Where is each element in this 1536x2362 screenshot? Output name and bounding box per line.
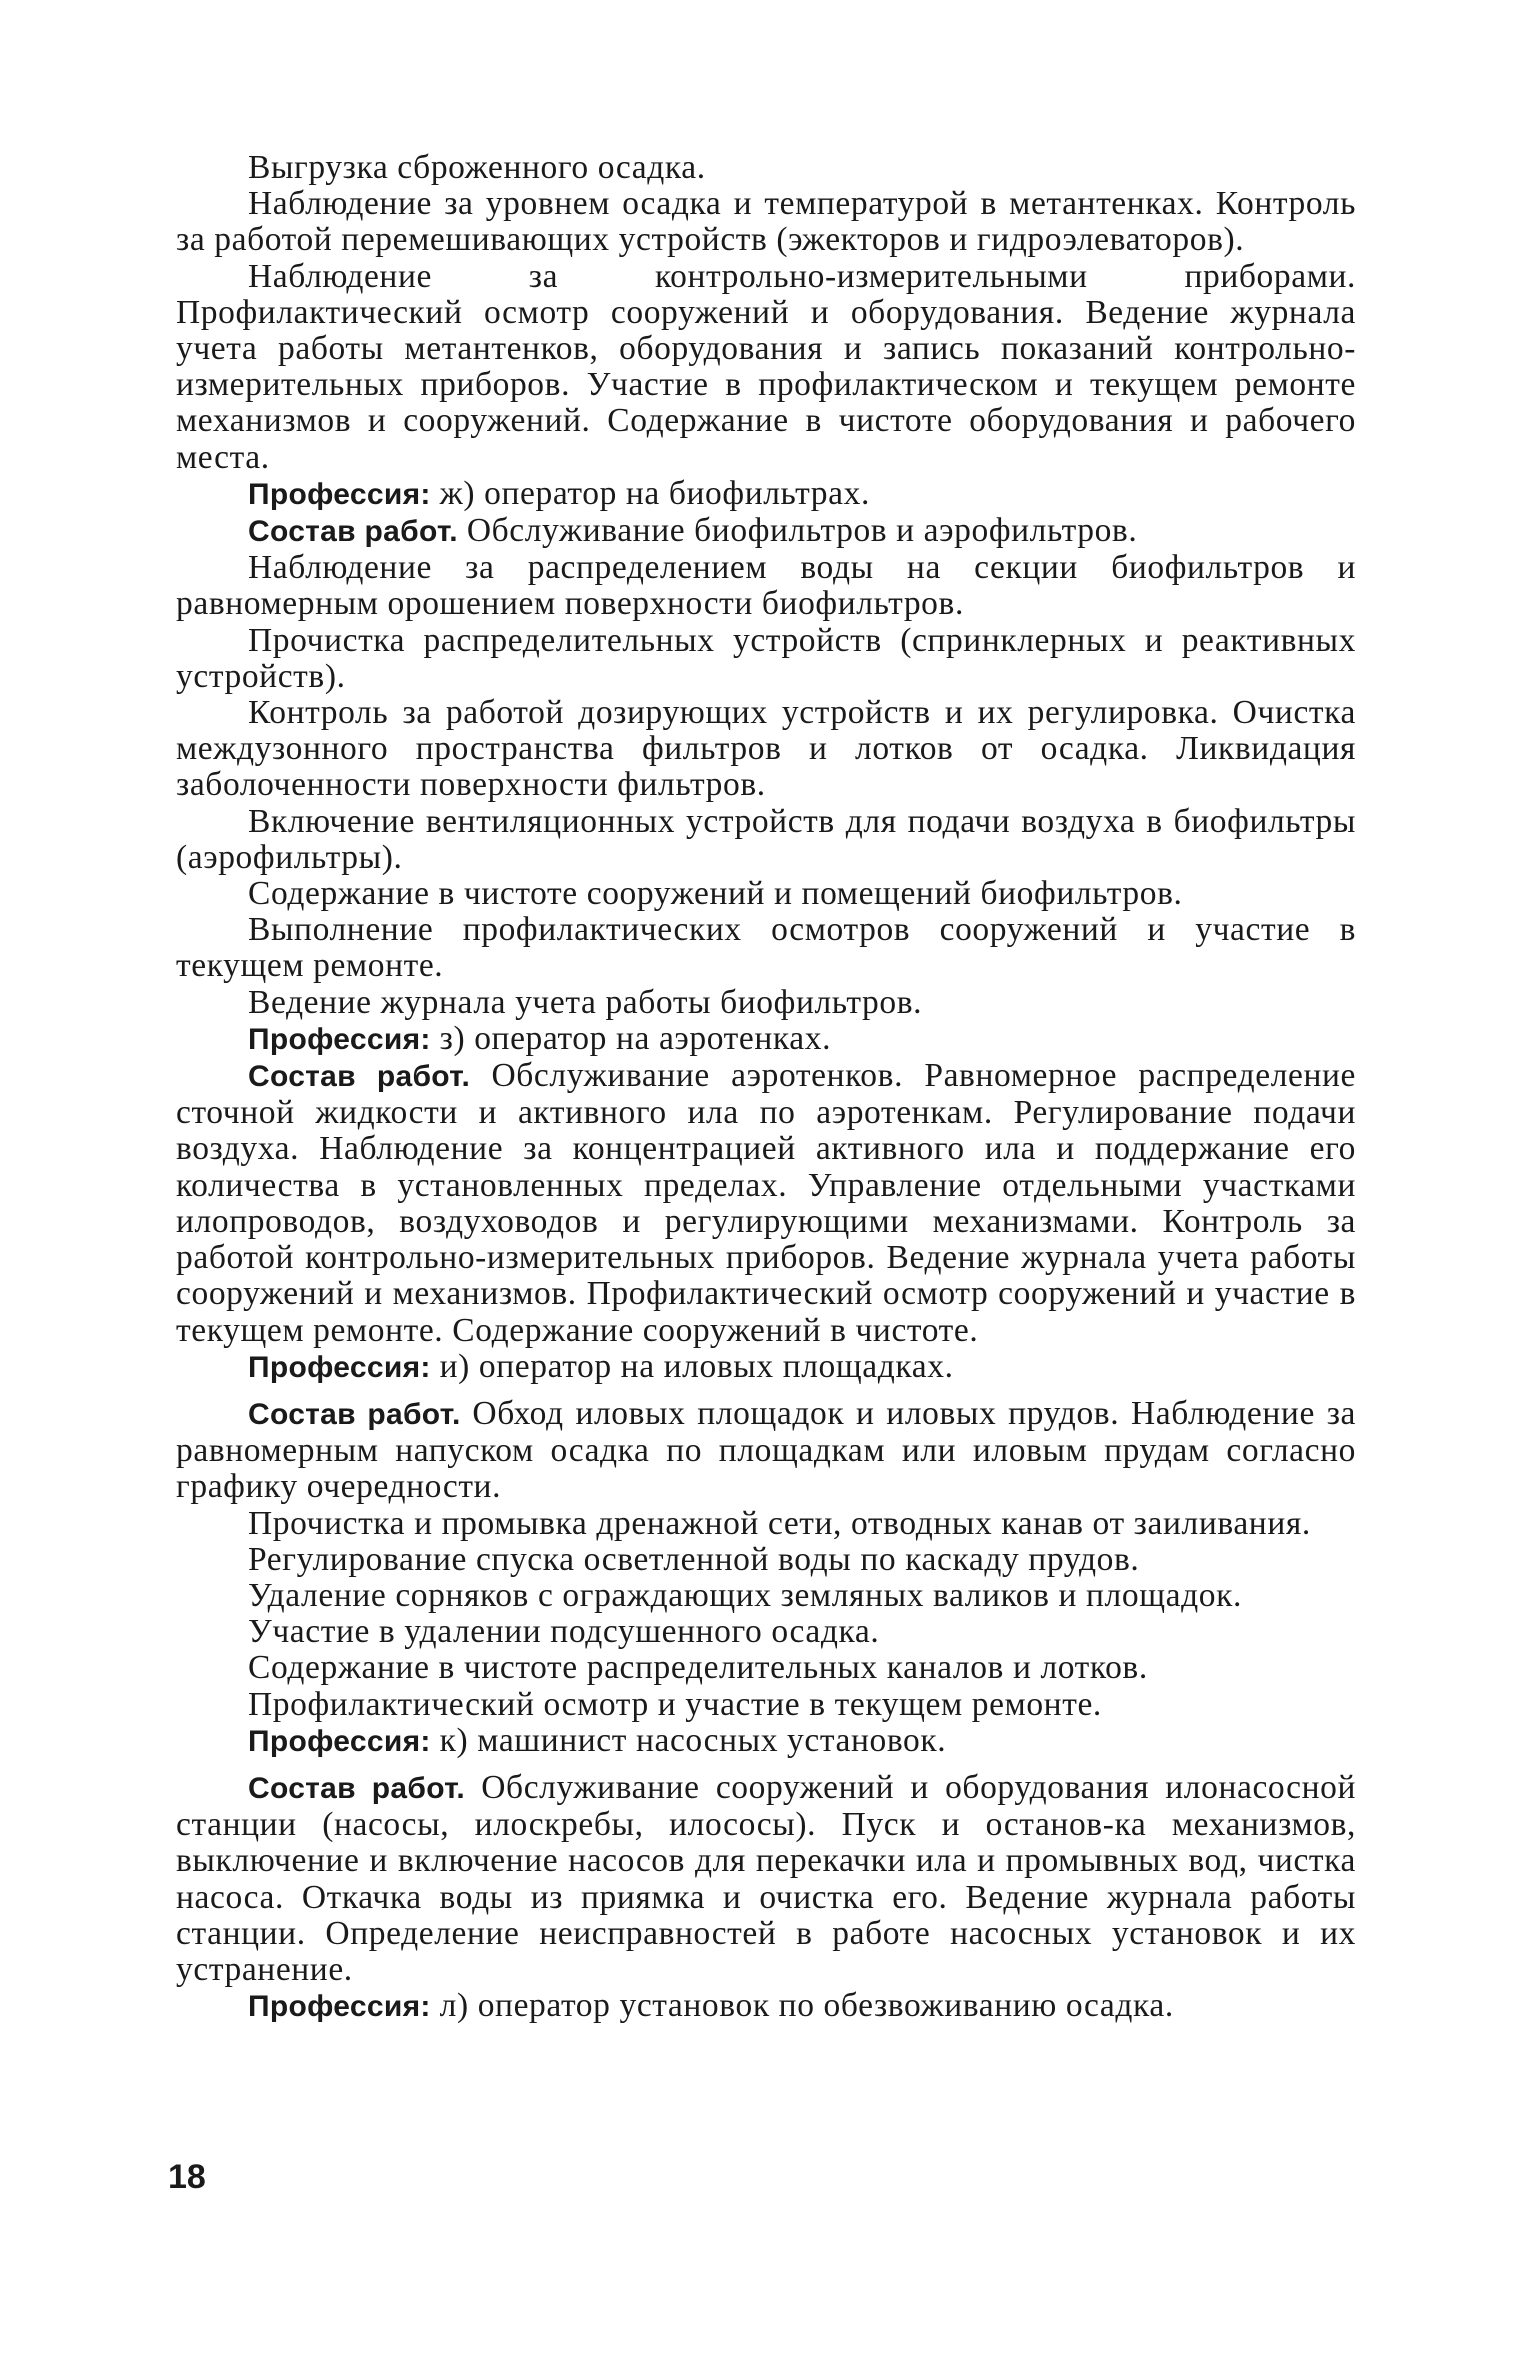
paragraph: Регулирование спуска осветленной воды по каскаду прудов. xyxy=(248,1540,1140,1578)
paragraph: Ведение журнала учета работы биофильтров. xyxy=(248,983,923,1021)
paragraph: Профилактический осмотр и участие в текущем ремонте. xyxy=(248,1685,1102,1723)
paragraph: Содержание в чистоте распределительных каналов и лотков. xyxy=(248,1649,1148,1687)
paragraph: Выгрузка сброженного осадка. xyxy=(248,149,706,186)
paragraph: Наблюдение за контрольно-измерительными приборами. Профилактический осмотр сооружений и оборудования. Ведение журнала учета работы метантенков, оборудования и запись показаний контрольно-измерительных приборов. Участие в профилактическом и текущем ремонте механизмов и сооружений. Содержание в чистоте оборудования и рабочего места. xyxy=(176,257,1356,476)
paragraph: Наблюдение за распределением воды на секции биофильтров и равномерным орошением поверхности биофильтров. xyxy=(176,549,1356,623)
work-composition: Состав работ. Обход иловых площадок и иловых прудов. Наблюдение за равномерным напуском осадка по площадкам или иловым прудам согласно графику очередности. xyxy=(176,1394,1356,1506)
paragraph: Выполнение профилактических осмотров сооружений и участие в текущем ремонте. xyxy=(176,911,1356,985)
paragraph: Наблюдение за уровнем осадка и температурой в метантенках. Контроль за работой перемешивающих устройств (эжекторов и гидроэлеваторов). xyxy=(176,185,1356,259)
work-label: Состав работ. xyxy=(248,1771,466,1805)
page-number: 18 xyxy=(168,2158,206,2196)
paragraph: Участие в удалении подсушенного осадка. xyxy=(248,1613,880,1651)
profession-label: Профессия: xyxy=(248,1350,431,1384)
work-label: Состав работ. xyxy=(248,1060,471,1094)
profession-heading: Профессия: з) оператор на аэротенках. xyxy=(248,1019,832,1057)
work-label: Состав работ. xyxy=(248,1397,461,1431)
profession-heading: Профессия: л) оператор установок по обезвоживанию осадка. xyxy=(248,1987,1174,2025)
paragraph: Прочистка и промывка дренажной сети, отводных канав от заиливания. xyxy=(248,1504,1311,1542)
work-label: Состав работ. xyxy=(248,515,458,549)
paragraph: Прочистка распределительных устройств (спринклерных и реактивных устройств). xyxy=(176,621,1356,695)
profession-label: Профессия: xyxy=(248,1724,431,1758)
paragraph: Контроль за работой дозирующих устройств и их регулировка. Очистка междузонного пространства фильтров и лотков от осадка. Ликвидация заболоченности поверхности фильтров. xyxy=(176,694,1356,804)
profession-label: Профессия: xyxy=(248,1022,431,1056)
profession-label: Профессия: xyxy=(248,477,431,511)
work-composition: Состав работ. Обслуживание биофильтров и аэрофильтров. xyxy=(248,512,1138,550)
page-body xyxy=(176,150,1356,2025)
profession-heading: Профессия: ж) оператор на биофильтрах. xyxy=(248,474,870,512)
profession-label: Профессия: xyxy=(248,1990,431,2024)
paragraph: Содержание в чистоте сооружений и помещений биофильтров. xyxy=(248,875,1183,913)
paragraph: Удаление сорняков с ограждающих земляных валиков и площадок. xyxy=(248,1576,1242,1614)
work-composition: Состав работ. Обслуживание сооружений и оборудования илонасосной станции (насосы, илоскребы, илососы). Пуск и останов-ка механизмов, выключение и включение насосов для перекачки ила и промывных вод, чистка насоса. Откачка воды из приямка и очистка его. Ведение журнала работы станции. Определение неисправностей в работе насосных установок и их устранение. xyxy=(176,1768,1356,1988)
work-composition: Состав работ. Обслуживание аэротенков. Равномерное распределение сточной жидкости и активного ила по аэротенкам. Регулирование подачи воздуха. Наблюдение за концентрацией активного ила и поддержание его количества в установленных пределах. Управление отдельными участками илопроводов, воздуховодов и регулирующими механизмами. Контроль за работой контрольно-измерительных приборов. Ведение журнала учета работы сооружений и механизмов. Профилактический осмотр сооружений и участие в текущем ремонте. Содержание сооружений в чистоте. xyxy=(176,1057,1357,1349)
profession-heading: Профессия: к) машинист насосных установок. xyxy=(248,1721,947,1759)
paragraph: Включение вентиляционных устройств для подачи воздуха в биофильтры (аэрофильтры). xyxy=(176,802,1356,876)
profession-heading: Профессия: и) оператор на иловых площадках. xyxy=(248,1347,954,1385)
